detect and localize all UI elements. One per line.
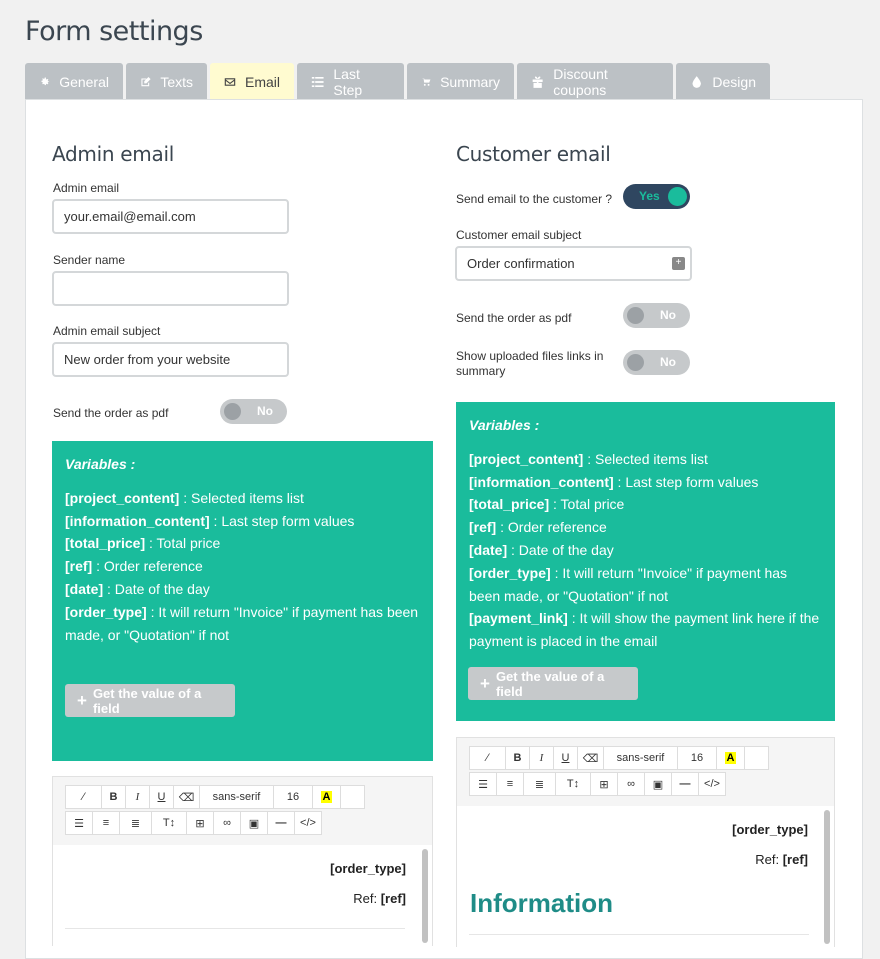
font-size-select[interactable]: 16	[273, 785, 313, 809]
toggle-knob	[627, 307, 644, 324]
customer-pdf-toggle[interactable]	[623, 303, 690, 328]
unordered-list-icon[interactable]: ☰	[469, 772, 497, 796]
gear-icon	[39, 75, 50, 89]
line-height-icon[interactable]: T↕	[555, 772, 591, 796]
text-color-icon[interactable]: A	[312, 785, 341, 809]
customer-subject-value: Order confirmation	[467, 256, 575, 271]
editor-scrollbar[interactable]	[422, 849, 428, 943]
line-height-icon[interactable]: T↕	[151, 811, 187, 835]
variable-line: [order_type] : It will return "Invoice" if payment has been made, or "Quotation" if not	[65, 603, 419, 643]
send-customer-toggle[interactable]	[623, 184, 690, 209]
admin-get-value-button[interactable]	[65, 684, 235, 717]
customer-subject-input[interactable]	[455, 246, 692, 281]
customer-email-heading: Customer email	[456, 142, 611, 166]
plus-icon: +	[77, 690, 87, 710]
link-icon[interactable]: ∞	[617, 772, 645, 796]
editor-toolbar-row1	[66, 785, 365, 809]
table-icon[interactable]: ⊞	[186, 811, 214, 835]
ordered-list-icon[interactable]: ≡	[496, 772, 524, 796]
editor-order-type: [order_type]	[330, 861, 406, 876]
code-view-icon[interactable]: </>	[698, 772, 726, 796]
variable-line: [project_content] : Selected items list	[469, 450, 708, 467]
variable-line: [information_content] : Last step form values	[469, 473, 759, 490]
tab-texts[interactable]	[126, 63, 207, 100]
font-size-select[interactable]: 16	[677, 746, 717, 770]
sender-name-label: Sender name	[53, 253, 126, 267]
variables-title: Variables :	[469, 417, 540, 433]
editor-ref-line: Ref: [ref]	[353, 891, 406, 906]
underline-icon[interactable]: U	[149, 785, 174, 809]
customer-subject-label: Customer email subject	[456, 228, 582, 242]
settings-tabs	[25, 63, 773, 100]
variable-line: [total_price] : Total price	[65, 535, 221, 552]
admin-editor-body[interactable]	[53, 845, 432, 946]
italic-icon[interactable]: I	[529, 746, 554, 770]
edit-icon	[140, 75, 151, 89]
variable-line: [ref] : Order reference	[65, 558, 203, 575]
send-customer-label: Send email to the customer ?	[456, 192, 613, 206]
tab-email[interactable]	[210, 63, 294, 100]
variable-line: [date] : Date of the day	[469, 541, 614, 558]
editor-divider	[65, 928, 405, 929]
tab-email-label: Email	[244, 73, 280, 90]
underline-icon[interactable]: U	[553, 746, 578, 770]
admin-pdf-toggle[interactable]	[220, 399, 287, 424]
eraser-icon[interactable]: ⌫	[577, 746, 604, 770]
admin-subject-input[interactable]: New order from your website	[52, 342, 289, 377]
envelope-icon	[224, 75, 236, 89]
language-icon[interactable]: +	[672, 257, 685, 270]
tab-design[interactable]	[676, 63, 770, 100]
get-value-label: Get the value of a field	[495, 668, 605, 699]
horizontal-rule-icon[interactable]: —	[671, 772, 699, 796]
font-family-select[interactable]: sans-serif	[603, 746, 678, 770]
toggle-text: No	[257, 404, 273, 418]
tab-texts-label: Texts	[160, 73, 193, 90]
toggle-knob	[627, 354, 644, 371]
tab-summary[interactable]	[407, 63, 514, 100]
variable-line: [information_content] : Last step form values	[65, 512, 355, 529]
toggle-knob	[668, 187, 687, 206]
page-title: Form settings	[25, 16, 203, 47]
drop-icon	[690, 75, 703, 89]
editor-toolbar-row2	[66, 811, 322, 835]
customer-email-editor	[456, 737, 835, 947]
bold-icon[interactable]: B	[101, 785, 126, 809]
align-left-icon[interactable]: ≣	[523, 772, 556, 796]
table-icon[interactable]: ⊞	[590, 772, 618, 796]
editor-extra-button[interactable]	[744, 746, 769, 770]
toggle-text: Yes	[639, 189, 660, 203]
list-icon	[311, 75, 324, 89]
tab-discount-coupons[interactable]	[517, 63, 673, 100]
variable-line: [date] : Date of the day	[65, 580, 210, 597]
files-links-label: Show uploaded files links in summary	[456, 349, 604, 378]
variable-line: [payment_link] : It will show the payment link here if the payment is placed in the email	[469, 610, 820, 650]
unordered-list-icon[interactable]: ☰	[65, 811, 93, 835]
get-value-label: Get the value of a field	[92, 685, 202, 716]
tab-general[interactable]	[25, 63, 123, 100]
editor-toolbar-row2	[470, 772, 726, 796]
admin-subject-label: Admin email subject	[53, 324, 161, 338]
customer-editor-body[interactable]	[457, 806, 834, 947]
variable-line: [project_content] : Selected items list	[65, 489, 304, 506]
variable-line: [order_type] : It will return "Invoice" if payment has been made, or "Quotation" if not	[469, 564, 788, 604]
toggle-knob	[224, 403, 241, 420]
toggle-text: No	[660, 308, 676, 322]
editor-ref-line: Ref: [ref]	[755, 852, 808, 867]
admin-email-heading: Admin email	[52, 142, 174, 166]
editor-information-heading: Information	[470, 888, 613, 918]
files-links-toggle[interactable]	[623, 350, 690, 375]
tab-last-step-label: Last Step	[333, 65, 363, 98]
plus-icon: +	[480, 673, 490, 693]
align-left-icon[interactable]: ≣	[119, 811, 152, 835]
image-icon[interactable]: ▣	[644, 772, 672, 796]
editor-extra-button[interactable]	[340, 785, 365, 809]
horizontal-rule-icon[interactable]: —	[267, 811, 295, 835]
bold-icon[interactable]: B	[505, 746, 530, 770]
tab-general-label: General	[59, 73, 109, 90]
text-color-icon[interactable]: A	[716, 746, 745, 770]
magic-icon[interactable]: ⁄	[65, 785, 102, 809]
editor-scrollbar[interactable]	[824, 810, 830, 944]
tab-last-step[interactable]	[297, 63, 404, 100]
editor-toolbar-row1	[470, 746, 769, 770]
admin-email-label: Admin email	[53, 181, 120, 195]
customer-pdf-label: Send the order as pdf	[456, 311, 572, 325]
italic-icon[interactable]: I	[125, 785, 150, 809]
toggle-text: No	[660, 355, 676, 369]
admin-email-input[interactable]: your.email@email.com	[52, 199, 289, 234]
tab-design-label: Design	[712, 73, 756, 90]
image-icon[interactable]: ▣	[240, 811, 268, 835]
cart-icon	[421, 75, 431, 89]
variable-line: [total_price] : Total price	[469, 496, 625, 513]
editor-order-type: [order_type]	[732, 822, 808, 837]
variable-line: [ref] : Order reference	[469, 519, 607, 536]
sender-name-input[interactable]	[52, 271, 289, 306]
admin-email-editor	[52, 776, 433, 946]
gift-icon	[531, 75, 544, 89]
tab-discount-coupons-label: Discount coupons	[553, 65, 608, 98]
link-icon[interactable]: ∞	[213, 811, 241, 835]
customer-get-value-button[interactable]	[468, 667, 638, 700]
magic-icon[interactable]: ⁄	[469, 746, 506, 770]
ordered-list-icon[interactable]: ≡	[92, 811, 120, 835]
editor-divider	[469, 934, 809, 935]
variables-title: Variables :	[65, 456, 136, 472]
eraser-icon[interactable]: ⌫	[173, 785, 200, 809]
font-family-select[interactable]: sans-serif	[199, 785, 274, 809]
admin-pdf-label: Send the order as pdf	[53, 406, 169, 420]
tab-summary-label: Summary	[440, 73, 500, 90]
code-view-icon[interactable]: </>	[294, 811, 322, 835]
